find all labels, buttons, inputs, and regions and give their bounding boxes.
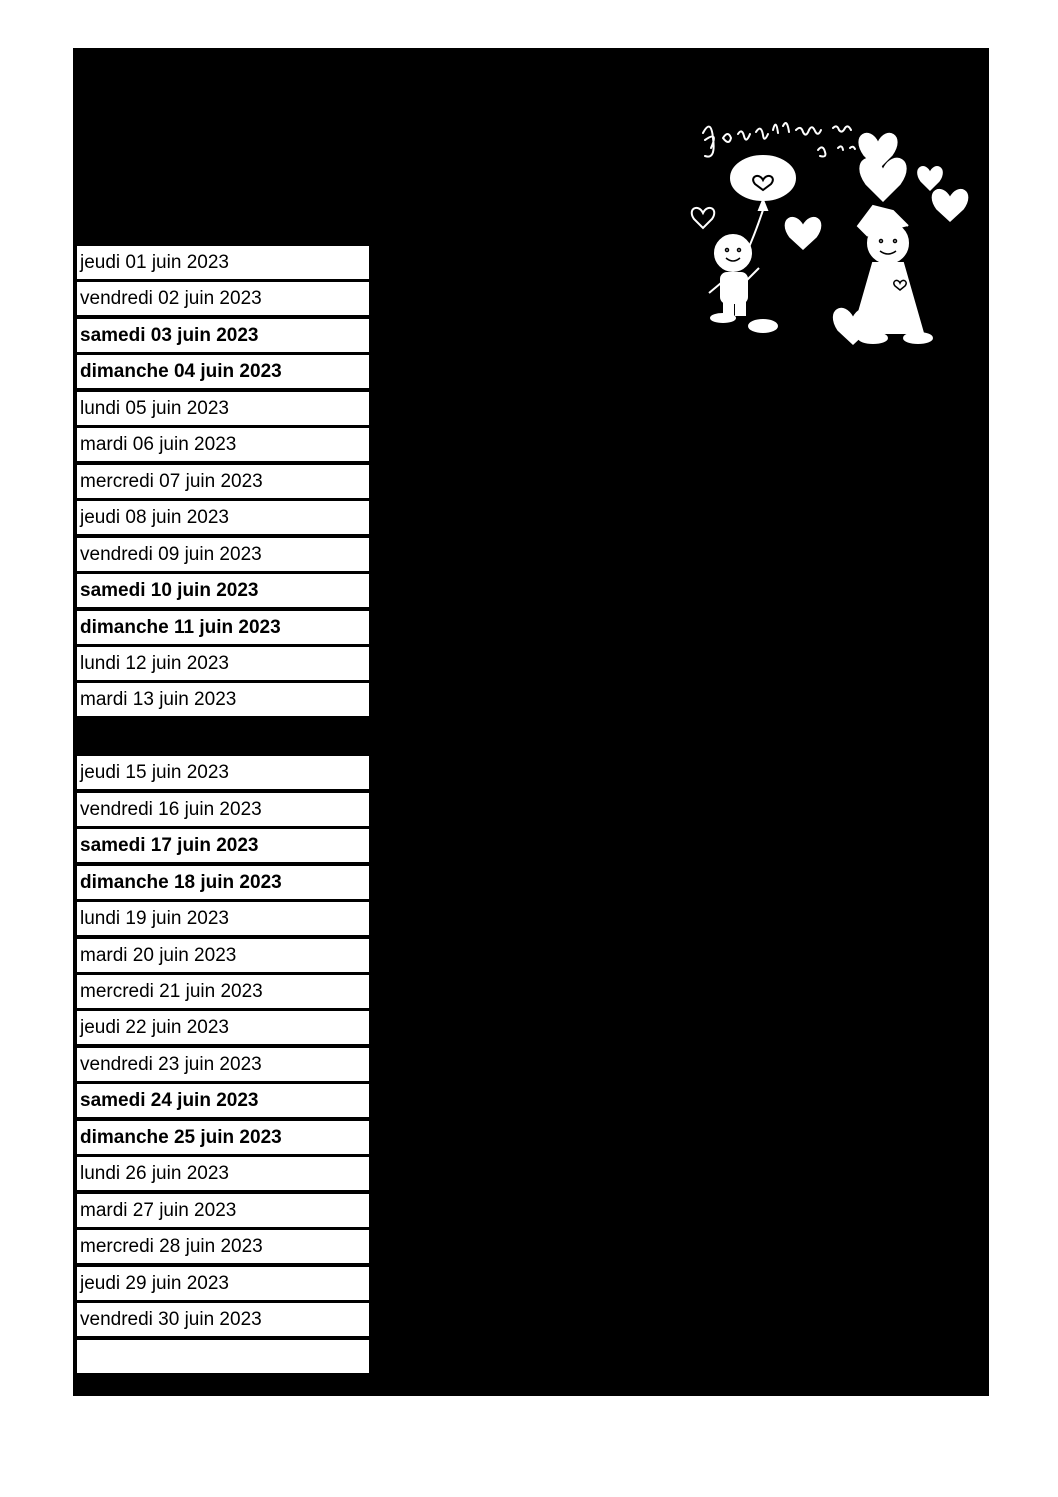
day-row: vendredi 02 juin 2023: [77, 282, 369, 315]
day-row: lundi 19 juin 2023: [77, 902, 369, 935]
day-row: dimanche 04 juin 2023: [77, 355, 369, 388]
day-row: jeudi 29 juin 2023: [77, 1267, 369, 1300]
day-row: samedi 03 juin 2023: [77, 319, 369, 352]
day-row: lundi 26 juin 2023: [77, 1157, 369, 1190]
day-row: samedi 17 juin 2023: [77, 829, 369, 862]
calendar-sheet: [73, 48, 989, 1396]
day-row: vendredi 30 juin 2023: [77, 1303, 369, 1336]
day-row: lundi 12 juin 2023: [77, 647, 369, 680]
children-hearts-illustration-icon: [678, 108, 978, 348]
day-row: samedi 10 juin 2023: [77, 574, 369, 607]
day-row: mardi 20 juin 2023: [77, 939, 369, 972]
day-row: jeudi 22 juin 2023: [77, 1011, 369, 1044]
day-row: lundi 05 juin 2023: [77, 392, 369, 425]
day-row: dimanche 18 juin 2023: [77, 866, 369, 899]
day-row: samedi 24 juin 2023: [77, 1084, 369, 1117]
day-row: mercredi 07 juin 2023: [77, 465, 369, 498]
day-row: mercredi 28 juin 2023: [77, 1230, 369, 1263]
day-row: vendredi 16 juin 2023: [77, 793, 369, 826]
day-row: jeudi 15 juin 2023: [77, 756, 369, 789]
day-row: jeudi 08 juin 2023: [77, 501, 369, 534]
day-row: [77, 1340, 369, 1373]
day-row: dimanche 25 juin 2023: [77, 1121, 369, 1154]
day-row: dimanche 11 juin 2023: [77, 611, 369, 644]
day-row: jeudi 01 juin 2023: [77, 246, 369, 279]
day-row: vendredi 09 juin 2023: [77, 538, 369, 571]
day-row: mardi 27 juin 2023: [77, 1194, 369, 1227]
day-row: mardi 06 juin 2023: [77, 428, 369, 461]
day-row: mercredi 21 juin 2023: [77, 975, 369, 1008]
day-row: vendredi 23 juin 2023: [77, 1048, 369, 1081]
day-row: mardi 13 juin 2023: [77, 683, 369, 716]
